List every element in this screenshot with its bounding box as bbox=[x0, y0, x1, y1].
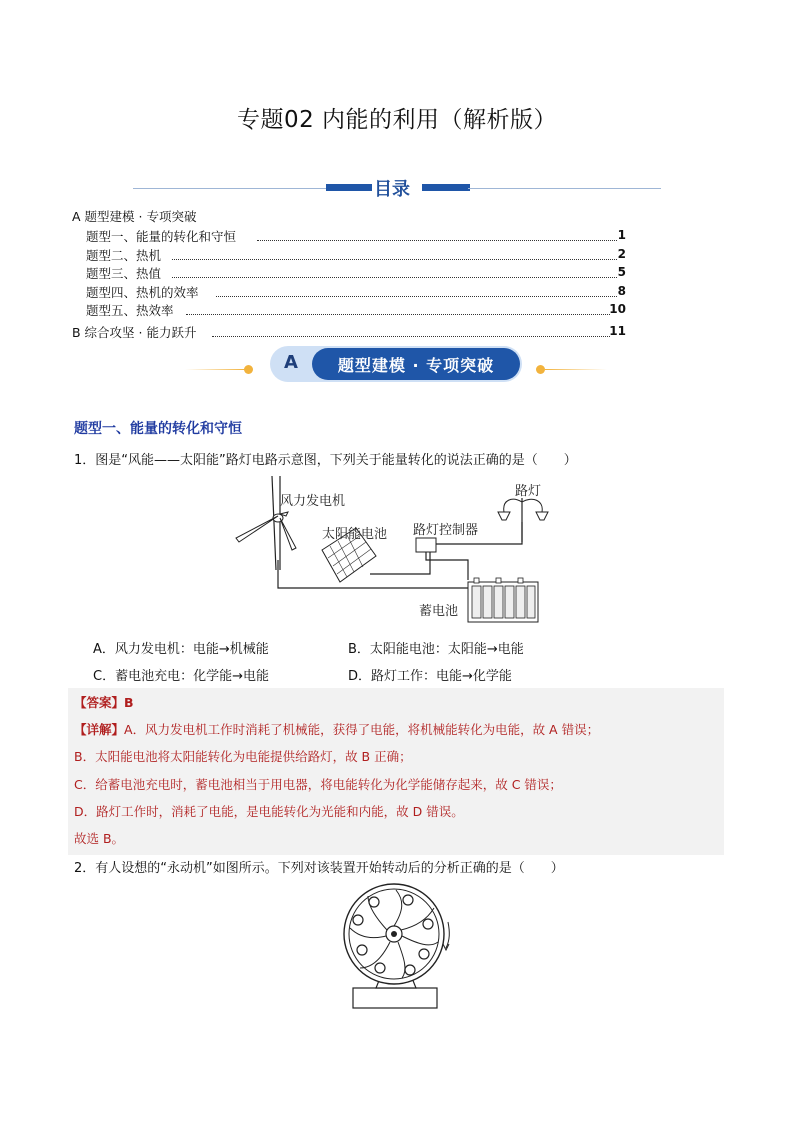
toc-leader bbox=[257, 240, 617, 241]
question-1-stem: 1．图是“风能——太阳能”路灯电路示意图，下列关于能量转化的说法正确的是（ ） bbox=[74, 453, 577, 468]
toc-page-number: 11 bbox=[609, 324, 626, 338]
section-title: 题型一、能量的转化和守恒 bbox=[74, 421, 242, 437]
toc-item-2[interactable] bbox=[86, 246, 161, 264]
banner-rule-right bbox=[545, 369, 607, 370]
toc-page-number: 2 bbox=[617, 247, 626, 261]
detail-label: 【详解】 bbox=[74, 722, 125, 737]
toc-item-label: 题型四、热机的效率 bbox=[86, 285, 199, 300]
banner-dot-left bbox=[244, 365, 253, 374]
option-b[interactable]: B．太阳能电池：太阳能→电能 bbox=[348, 642, 524, 657]
perpetual-motion-figure bbox=[338, 878, 458, 1012]
option-d[interactable]: D．路灯工作：电能→化学能 bbox=[348, 669, 512, 684]
toc-leader bbox=[172, 259, 617, 260]
toc-leader bbox=[216, 296, 617, 297]
detail-text: A．风力发电机工作时消耗了机械能，获得了电能，将机械能转化为电能，故 A 错误； bbox=[124, 722, 600, 737]
toc-rule-left bbox=[133, 188, 328, 189]
toc-item-label: 题型二、热机 bbox=[86, 248, 162, 263]
toc-leader bbox=[212, 336, 610, 337]
toc-leader bbox=[172, 277, 617, 278]
answer-value: B bbox=[124, 695, 134, 710]
option-c[interactable]: C．蓄电池充电：化学能→电能 bbox=[93, 669, 269, 684]
toc-leader bbox=[186, 314, 610, 315]
toc-item-5[interactable] bbox=[86, 301, 174, 319]
toc-bar-right bbox=[422, 184, 470, 191]
page-title: 专题02 内能的利用（解析版） bbox=[236, 107, 558, 133]
toc-page-number: 1 bbox=[617, 228, 626, 242]
figure-label-wind: 风力发电机 bbox=[280, 494, 346, 509]
toc-item-a[interactable] bbox=[72, 207, 196, 225]
answer-panel bbox=[68, 688, 724, 855]
detail-line-4: D．路灯工作时，消耗了电能，是电能转化为光能和内能，故 D 错误。 bbox=[74, 804, 464, 819]
toc-page-number: 5 bbox=[617, 265, 626, 279]
toc-item-label: B 综合攻坚 · 能力跃升 bbox=[72, 325, 197, 340]
figure-label-battery: 蓄电池 bbox=[419, 604, 459, 619]
toc-item-4[interactable] bbox=[86, 283, 199, 301]
detail-line-2: B．太阳能电池将太阳能转化为电能提供给路灯，故 B 正确； bbox=[74, 749, 412, 764]
toc-item-label: 题型三、热值 bbox=[86, 266, 162, 281]
banner-rule-left bbox=[185, 369, 245, 370]
toc-page-number: 8 bbox=[617, 284, 626, 298]
detail-line-1 bbox=[74, 720, 599, 738]
toc-item-b[interactable] bbox=[72, 323, 196, 341]
question-2-stem: 2．有人设想的“永动机”如图所示。下列对该装置开始转动后的分析正确的是（ ） bbox=[74, 861, 564, 876]
answer-line bbox=[74, 693, 134, 711]
toc-page-number: 10 bbox=[609, 302, 626, 316]
toc-rule-right bbox=[468, 188, 661, 189]
figure-label-controller: 路灯控制器 bbox=[413, 523, 479, 538]
banner-title: 题型建模 · 专项突破 bbox=[312, 348, 520, 380]
answer-label: 【答案】 bbox=[74, 695, 125, 710]
figure-label-solar: 太阳能电池 bbox=[322, 527, 388, 542]
toc-item-label: 题型五、热效率 bbox=[86, 303, 174, 318]
option-a[interactable]: A．风力发电机：电能→机械能 bbox=[93, 642, 269, 657]
detail-line-5: 故选 B。 bbox=[74, 831, 125, 846]
banner-letter: A bbox=[284, 352, 298, 373]
toc-item-label: 题型一、能量的转化和守恒 bbox=[86, 229, 237, 244]
toc-item-label: A 题型建模 · 专项突破 bbox=[72, 209, 197, 224]
toc-bar-left bbox=[326, 184, 372, 191]
banner-dot-right bbox=[536, 365, 545, 374]
toc-heading: 目录 bbox=[374, 179, 410, 200]
toc-item-3[interactable] bbox=[86, 264, 161, 282]
figure-label-lamp: 路灯 bbox=[515, 484, 542, 499]
detail-line-3: C．给蓄电池充电时，蓄电池相当于用电器，将电能转化为化学能储存起来，故 C 错误； bbox=[74, 777, 562, 792]
toc-item-1[interactable] bbox=[86, 227, 236, 245]
